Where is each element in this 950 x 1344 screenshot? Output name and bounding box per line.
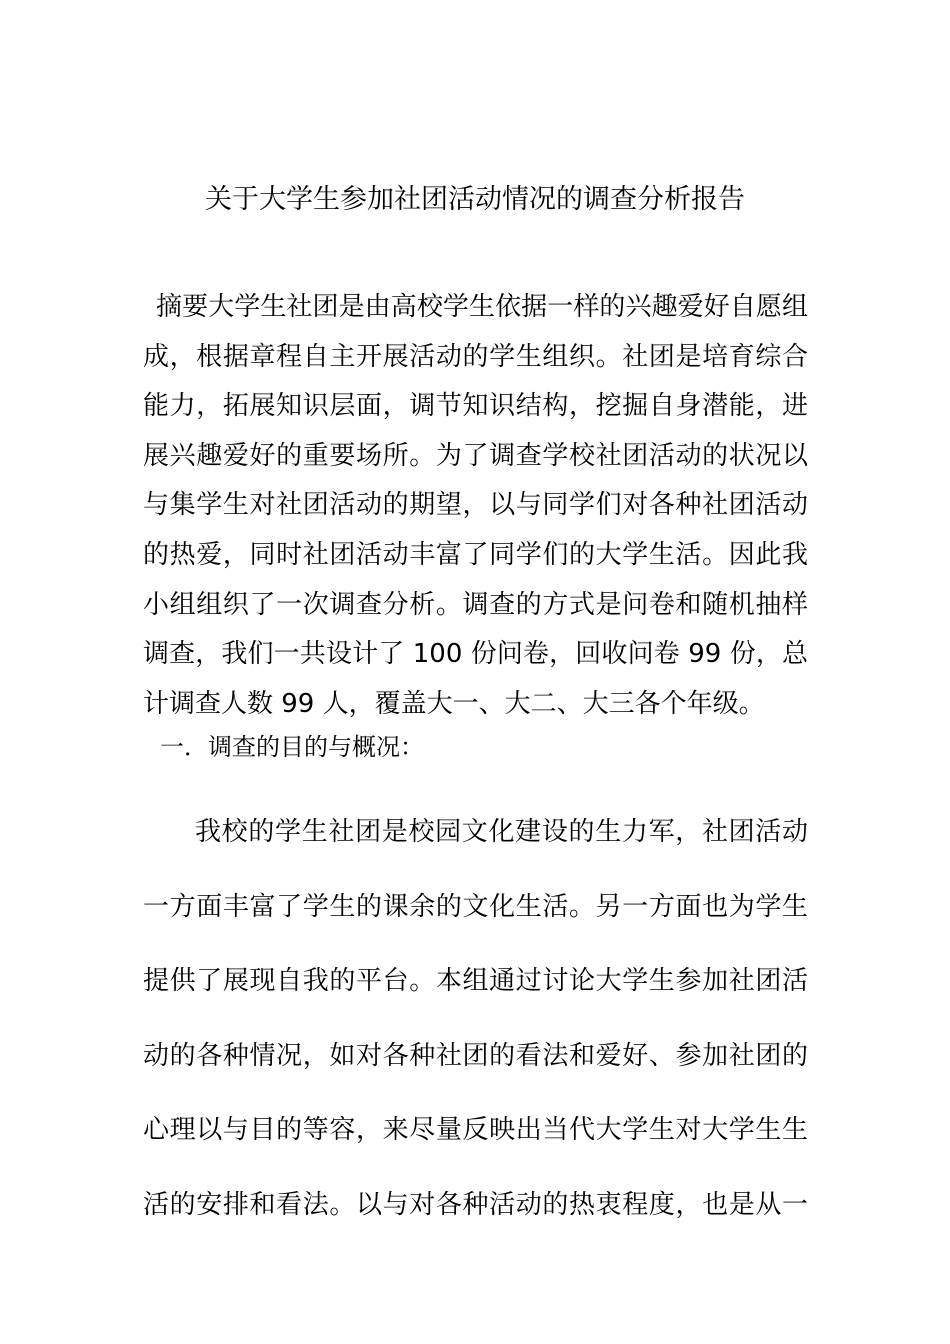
abstract-line: 的热爱，同时社团活动丰富了同学们的大学生活。因此我 — [143, 539, 808, 570]
paragraph-line: 活的安排和看法。以与对各种活动的热衷程度，也是从一 — [143, 1189, 808, 1220]
abstract-line: 小组组织了一次调查分析。调查的方式是问卷和随机抽样 — [143, 589, 808, 620]
section-paragraph — [143, 795, 808, 1242]
abstract-line: 摘要大学生社团是由高校学生依据一样的兴趣爱好自愿组 — [156, 292, 808, 322]
abstract-line: 计调查人数 99 人，覆盖大一、大二、大三各个年级。 — [143, 688, 765, 719]
paragraph-line: 我校的学生社团是校园文化建设的生力军，社团活动 — [195, 817, 808, 847]
document-title: 关于大学生参加社团活动情况的调查分析报告 — [205, 184, 745, 215]
paragraph-line: 提供了展现自我的平台。本组通过讨论大学生参加社团活 — [143, 966, 808, 996]
paragraph-line: 动的各种情况，如对各种社团的看法和爱好、参加社团的 — [143, 1040, 808, 1071]
paragraph-line: 心理以与目的等容，来尽量反映出当代大学生对大学生生 — [143, 1115, 808, 1145]
abstract-line: 成，根据章程自主开展活动的学生组织。社团是培育综合 — [143, 341, 808, 372]
abstract-line: 调查，我们一共设计了 100 份问卷，回收问卷 99 份，总 — [143, 639, 808, 670]
abstract-line: 展兴趣爱好的重要场所。为了调查学校社团活动的状况以 — [143, 440, 808, 471]
abstract-paragraph — [143, 283, 808, 729]
abstract-line: 能力，拓展知识层面，调节知识结构，挖掘自身潜能，进 — [143, 391, 808, 422]
abstract-line: 与集学生对社团活动的期望，以与同学们对各种社团活动 — [143, 490, 808, 521]
section-heading: 一．调查的目的与概况： — [160, 733, 424, 761]
paragraph-line: 一方面丰富了学生的课余的文化生活。另一方面也为学生 — [143, 891, 808, 922]
